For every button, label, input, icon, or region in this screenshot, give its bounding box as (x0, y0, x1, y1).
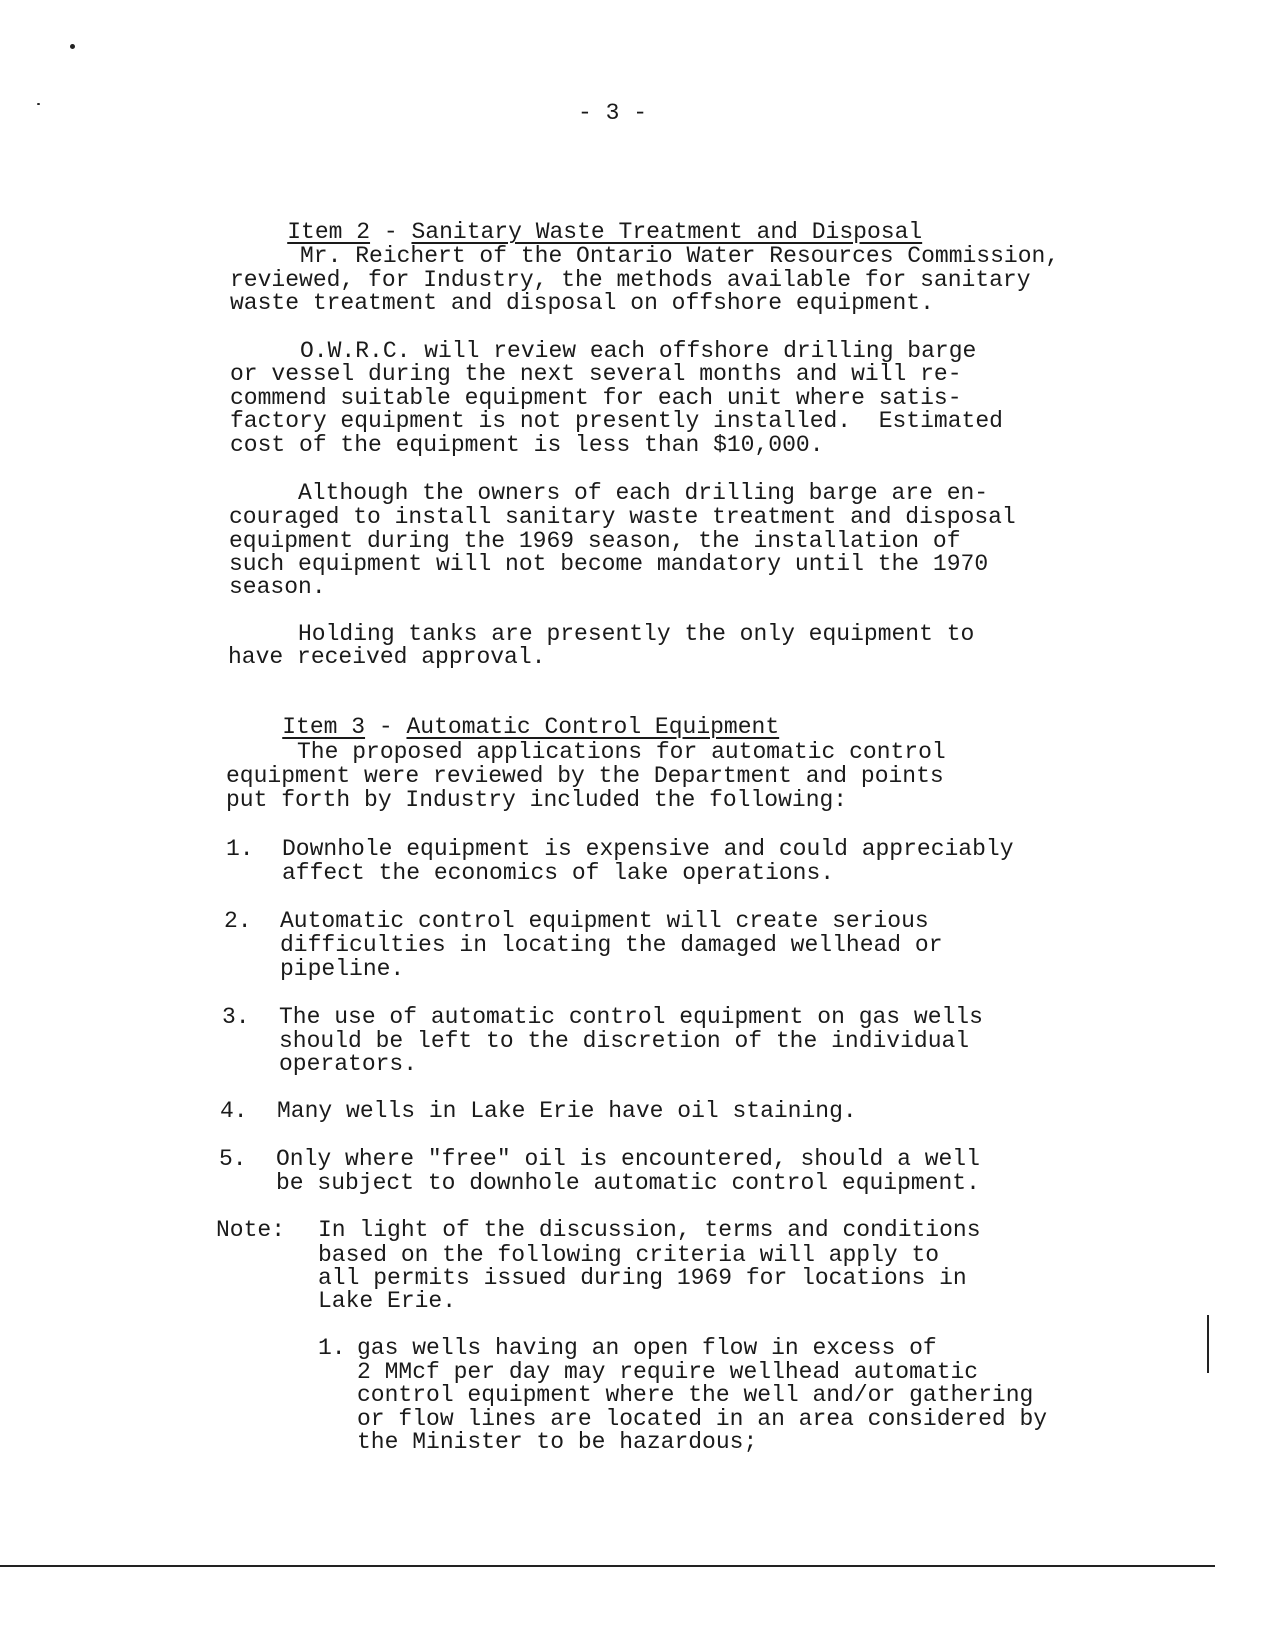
paragraph-line: cost of the equipment is less than $10,000. (230, 432, 824, 458)
point-line: difficulties in locating the damaged wellhead or (280, 932, 943, 958)
item2-dash: - (383, 219, 398, 245)
point-line: affect the economics of lake operations. (282, 860, 835, 886)
page-number: - 3 - (578, 100, 648, 126)
paragraph-line: such equipment will not become mandatory until the 1970 (229, 551, 989, 577)
point-number: 5. (219, 1146, 247, 1172)
paragraph-line: or vessel during the next several months and will re- (230, 361, 962, 387)
point-line: Many wells in Lake Erie have oil staining. (277, 1098, 857, 1124)
point-line: operators. (279, 1051, 418, 1077)
point-line: be subject to downhole automatic control equipment. (276, 1170, 980, 1196)
criteria-line: gas wells having an open flow in excess of (357, 1335, 937, 1361)
note-line: based on the following criteria will apply to (318, 1242, 940, 1268)
paragraph-line: O.W.R.C. will review each offshore drilling barge (300, 338, 977, 364)
point-line: Downhole equipment is expensive and could appreciably (282, 836, 1014, 862)
scan-speck (70, 44, 75, 49)
point-line: Automatic control equipment will create serious (280, 908, 929, 934)
scan-edge-line (1207, 1315, 1209, 1373)
criteria-line: the Minister to be hazardous; (357, 1429, 758, 1455)
bottom-scan-rule (0, 1565, 1215, 1567)
paragraph-line: Although the owners of each drilling barge are en- (298, 480, 989, 506)
paragraph-line: factory equipment is not presently installed. Estimated (230, 408, 1003, 434)
scan-speck (37, 103, 40, 105)
paragraph-line: couraged to install sanitary waste treatment and disposal (229, 504, 1016, 530)
point-line: should be left to the discretion of the individual (279, 1028, 970, 1054)
criteria-line: or flow lines are located in an area considered by (357, 1406, 1048, 1432)
criteria-line: 2 MMcf per day may require wellhead automatic (357, 1359, 979, 1385)
point-line: Only where "free" oil is encountered, should a well (276, 1146, 980, 1172)
point-number: 1. (226, 836, 254, 862)
paragraph-line: The proposed applications for automatic control (297, 739, 946, 765)
paragraph-line: reviewed, for Industry, the methods available for sanitary (230, 267, 1031, 293)
paragraph-line: commend suitable equipment for each unit where satis- (230, 385, 962, 411)
item3-dash: - (378, 714, 393, 740)
criteria-line: control equipment where the well and/or gathering (357, 1382, 1034, 1408)
note-line: Lake Erie. (318, 1288, 457, 1314)
criteria-number: 1. (318, 1335, 346, 1361)
point-number: 3. (222, 1004, 250, 1030)
item2-title: Sanitary Waste Treatment and Disposal (411, 219, 923, 245)
item3-title: Automatic Control Equipment (406, 714, 780, 740)
point-number: 4. (220, 1098, 248, 1124)
item2-label: Item 2 (287, 219, 371, 245)
paragraph-line: equipment during the 1969 season, the installation of (229, 528, 961, 554)
point-number: 2. (224, 908, 252, 934)
paragraph-line: Mr. Reichert of the Ontario Water Resources Commission, (300, 243, 1060, 269)
paragraph-line: season. (229, 574, 326, 600)
paragraph-line: equipment were reviewed by the Department and points (226, 763, 944, 789)
paragraph-line: Holding tanks are presently the only equipment to (298, 621, 975, 647)
paragraph-line: have received approval. (228, 644, 546, 670)
paragraph-line: put forth by Industry included the following: (226, 787, 848, 813)
paragraph-line: waste treatment and disposal on offshore equipment. (230, 290, 934, 316)
point-line: pipeline. (280, 956, 405, 982)
note-line: In light of the discussion, terms and conditions (318, 1217, 981, 1243)
item3-label: Item 3 (282, 714, 366, 740)
point-line: The use of automatic control equipment on gas wells (279, 1004, 983, 1030)
note-label: Note: (216, 1217, 286, 1243)
note-line: all permits issued during 1969 for locations in (318, 1265, 967, 1291)
